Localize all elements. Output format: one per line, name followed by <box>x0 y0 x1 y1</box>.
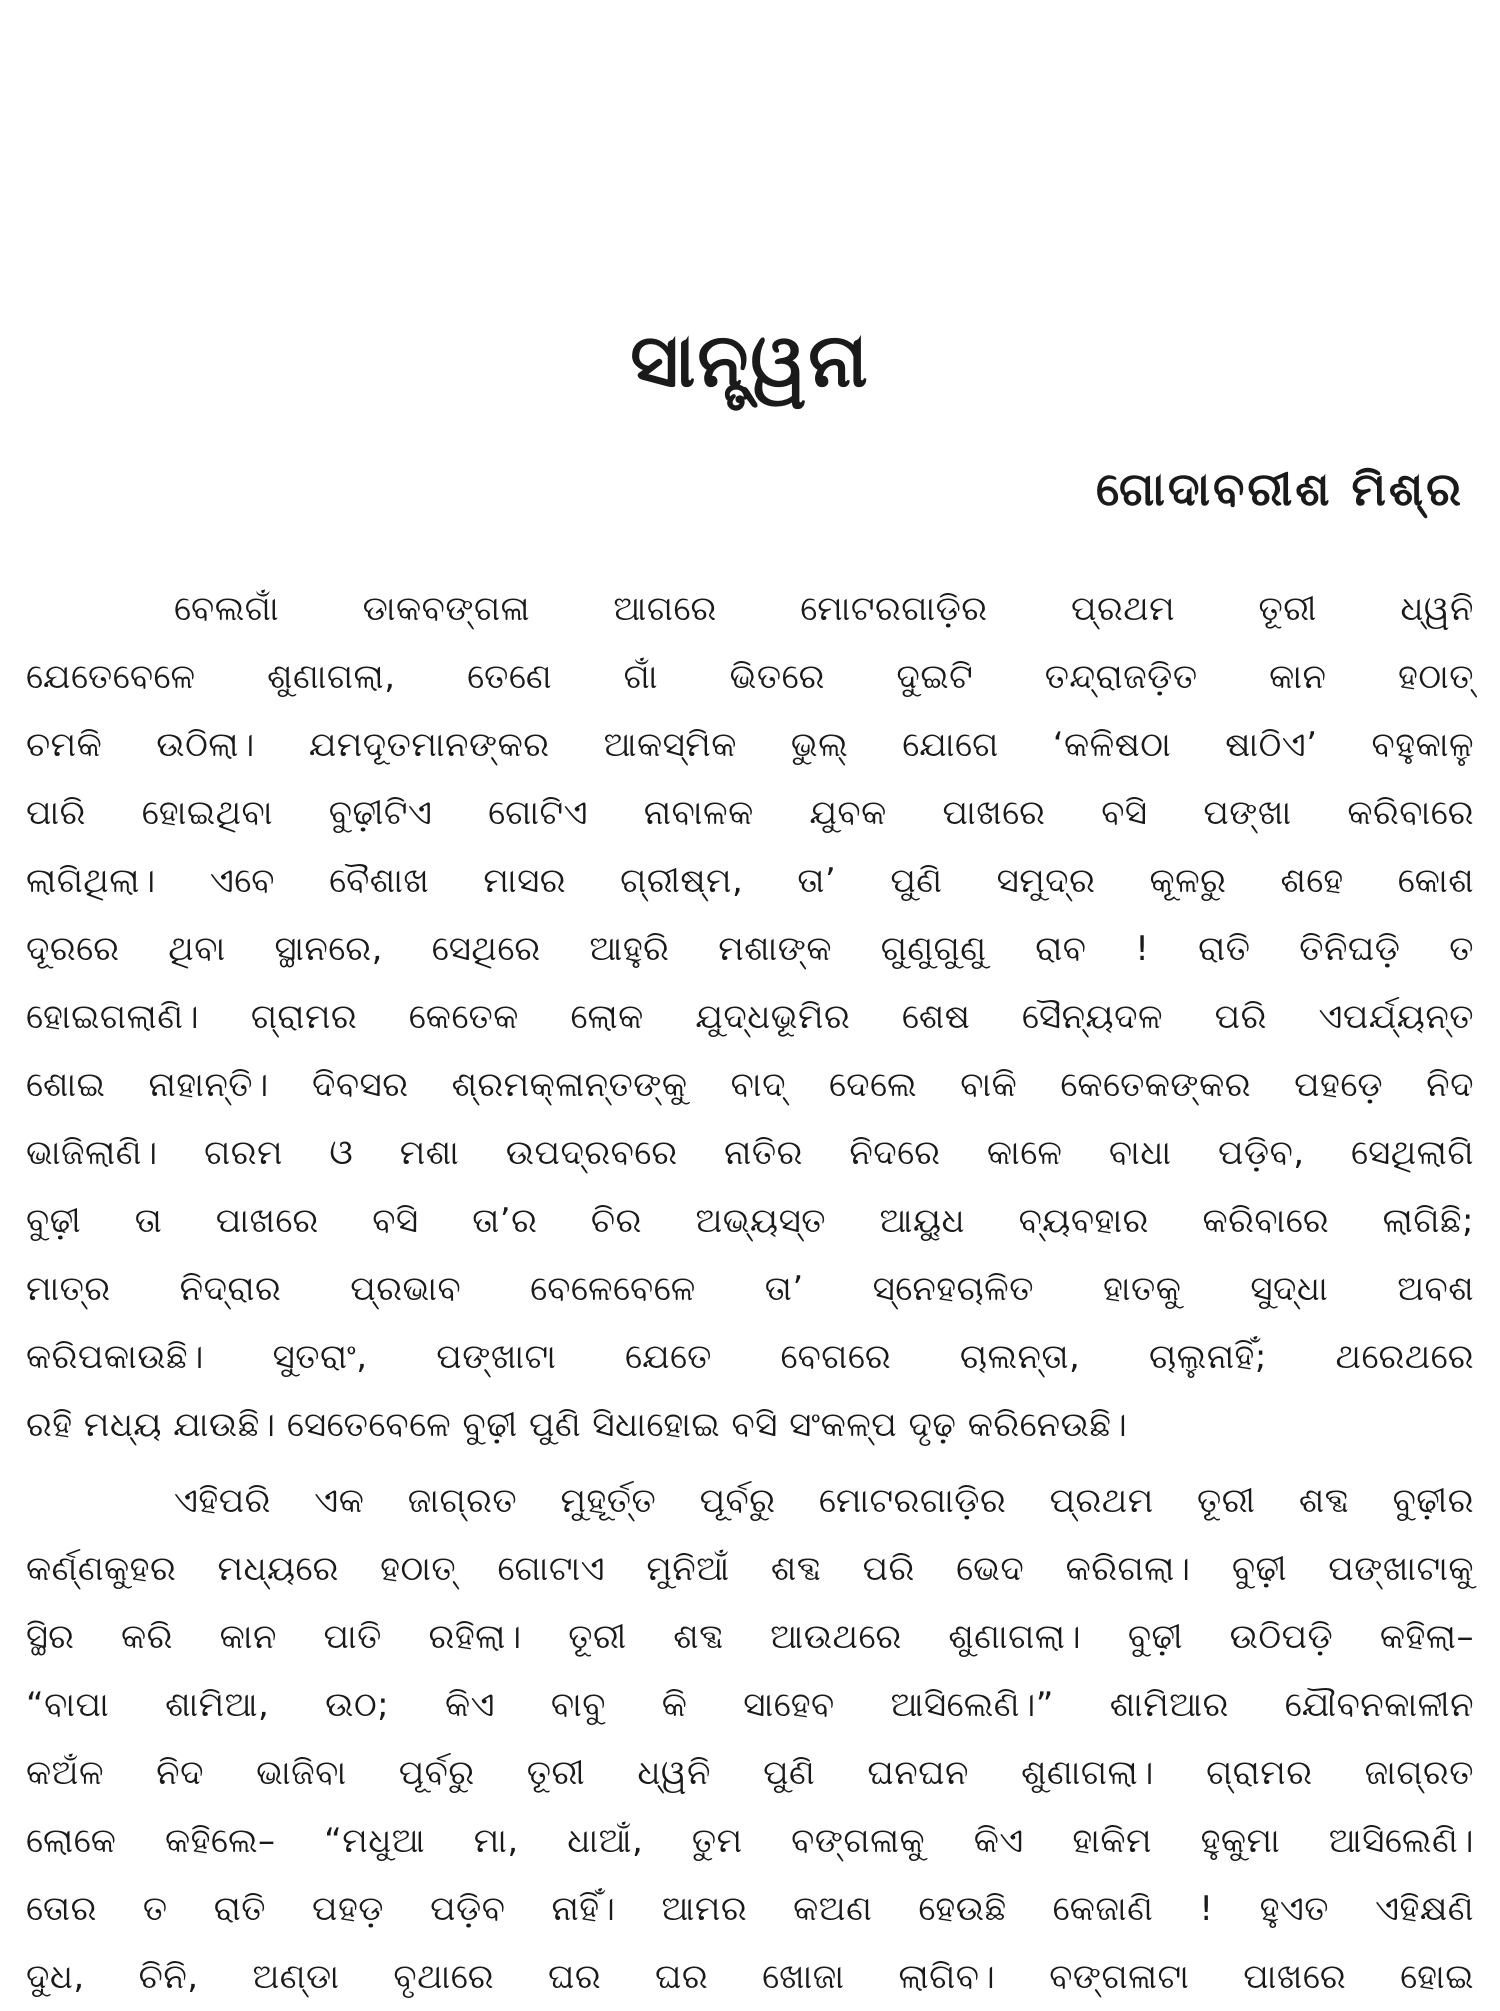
text-line: ଶୋଇ ନାହାନ୍ତି। ଦିବସର ଶ୍ରମକ୍ଳାନ୍ତଙ୍କୁ ବାଦ୍ ଦେଲେ ବାକି କେତେକଙ୍କର ପହଡ଼େ ନିଦ <box>26 1065 1474 1105</box>
text-line: ରହି ମଧ୍ୟ ଯାଉଛି। ସେତେବେଳେ ବୁଢ଼ୀ ପୁଣି ସିଧାହୋଇ ବସି ସଂକଳ୍ପ ଦୃଢ଼ କରିନେଉଛି। <box>26 1405 1128 1445</box>
author-name: ଗୋଦାବରୀଶ ମିଶ୍ର <box>1095 462 1464 516</box>
text-line: ତୋର ତ ରାତି ପହଡ଼ ପଡ଼ିବ ନାହିଁ। ଆମର କଅଣ ହେଉଛି କେଜାଣି ! ହୁଏତ ଏହିକ୍ଷଣି <box>26 1889 1474 1929</box>
text-line: ସ୍ଥିର କରି କାନ ପାତି ରହିଲା। ତୂରୀ ଶବ୍ଦ ଆଉଥରେ ଶୁଣାଗଲା। ବୁଢ଼ୀ ଉଠିପଡ଼ି କହିଲା– <box>26 1617 1474 1657</box>
text-line: ଚମକି ଉଠିଲା। ଯମଦୂତମାନଙ୍କର ଆକସ୍ମିକ ଭୁଲ୍ ଯୋଗେ ‘କଳିଷଠା ଷାଠିଏ’ ବହୁକାଳୁ <box>26 725 1474 765</box>
text-line: ହୋଇଗଲାଣି। ଗ୍ରାମର କେତେକ ଲୋକ ଯୁଦ୍ଧଭୂମିର ଶେଷ ସୈନ୍ୟଦଳ ପରି ଏପର୍ଯ୍ୟନ୍ତ <box>26 997 1474 1037</box>
text-line: ବେଲଗାଁ ଡାକବଙ୍ଗଳା ଆଗରେ ମୋଟରଗାଡ଼ିର ପ୍ରଥମ ତୂରୀ ଧ୍ୱନି <box>174 589 1474 629</box>
text-line: କର୍ଣ୍ଣକୁହର ମଧ୍ୟରେ ହଠାତ୍ ଗୋଟାଏ ମୁନିଆଁ ଶବ୍ଦ ପରି ଭେଦ କରିଗଲା। ବୁଢ଼ୀ ପଙ୍ଖାଟାକୁ <box>26 1549 1474 1589</box>
story-title: ସାନ୍ତ୍ୱନା <box>630 318 870 404</box>
text-line: ପାରି ହୋଇଥିବା ବୁଢ଼ୀଟିଏ ଗୋଟିଏ ନାବାଳକ ଯୁବକ ପାଖରେ ବସି ପଙ୍ଖା କରିବାରେ <box>26 793 1474 833</box>
text-line: କଅଁଳ ନିଦ ଭାଜିବା ପୂର୍ବରୁ ତୂରୀ ଧ୍ୱନି ପୁଣି ଘନଘନ ଶୁଣାଗଲା। ଗ୍ରାମର ଜାଗ୍ରତ <box>26 1753 1474 1793</box>
text-line: “ବାପା ଶାମିଆ, ଉଠ; କିଏ ବାବୁ କି ସାହେବ ଆସିଲେଣି।” ଶାମିଆର ଯୌବନକାଳୀନ <box>26 1685 1474 1725</box>
text-line: ବୁଢ଼ୀ ତା ପାଖରେ ବସି ତା’ର ଚିର ଅଭ୍ୟସ୍ତ ଆୟୁଧ ବ୍ୟବହାର କରିବାରେ ଲାଗିଛି; <box>26 1201 1474 1241</box>
story-body <box>26 575 1474 2011</box>
text-line: ଏହିପରି ଏକ ଜାଗ୍ରତ ମୁହୂର୍ତ୍ତ ପୂର୍ବରୁ ମୋଟରଗାଡ଼ିର ପ୍ରଥମ ତୂରୀ ଶବ୍ଦ ବୁଢ଼ୀର <box>174 1481 1474 1521</box>
paragraph-1 <box>26 575 1474 1459</box>
text-line: ଯେତେବେଳେ ଶୁଣାଗଲା, ତେଣେ ଗାଁ ଭିତରେ ଦୁଇଟି ତନ୍ଦ୍ରାଜଡ଼ିତ କାନ ହଠାତ୍ <box>26 657 1474 697</box>
text-line: ମାତ୍ର ନିଦ୍ରାର ପ୍ରଭାବ ବେଳେବେଳେ ତା’ ସ୍ନେହଚାଳିତ ହାତକୁ ସୁଦ୍ଧା ଅବଶ <box>26 1269 1474 1309</box>
paragraph-2 <box>26 1467 1474 2011</box>
text-line: କରିପକାଉଛି। ସୁତରାଂ, ପଙ୍ଖାଟା ଯେତେ ବେଗରେ ଚାଲନ୍ତା, ଚାଲୁନାହିଁ; ଥରେଥରେ <box>26 1337 1474 1377</box>
text-line: ଲୋକେ କହିଲେ– “ମଧୁଆ ମା, ଧାଆଁ, ତୁମ ବଙ୍ଗଳାକୁ କିଏ ହାକିମ ହୁକୁମା ଆସିଲେଣି। <box>26 1821 1474 1861</box>
text-line: ଦୂରରେ ଥିବା ସ୍ଥାନରେ, ସେଥିରେ ଆହୁରି ମଶାଙ୍କ ଗୁଣୁଗୁଣୁ ରାବ ! ରାତି ତିନିଘଡ଼ି ତ <box>26 929 1474 969</box>
text-line: ଲାଗିଥିଲା। ଏବେ ବୈଶାଖ ମାସର ଗ୍ରୀଷ୍ମ, ତା’ ପୁଣି ସମୁଦ୍ର କୂଳରୁ ଶହେ କୋଶ <box>26 861 1474 901</box>
text-line: ଭାଜିଲାଣି। ଗରମ ଓ ମଶା ଉପଦ୍ରବରେ ନାତିର ନିଦରେ କାଳେ ବାଧା ପଡ଼ିବ, ସେଥିଲାଗି <box>26 1133 1474 1173</box>
text-line: ଦୁଧ, ଚିନି, ଅଣ୍ଡା ବୃଥାରେ ଘର ଘର ଖୋଜା ଲାଗିବ। ବଙ୍ଗଳାଟା ପାଖରେ ହୋଇ <box>26 1957 1474 1997</box>
